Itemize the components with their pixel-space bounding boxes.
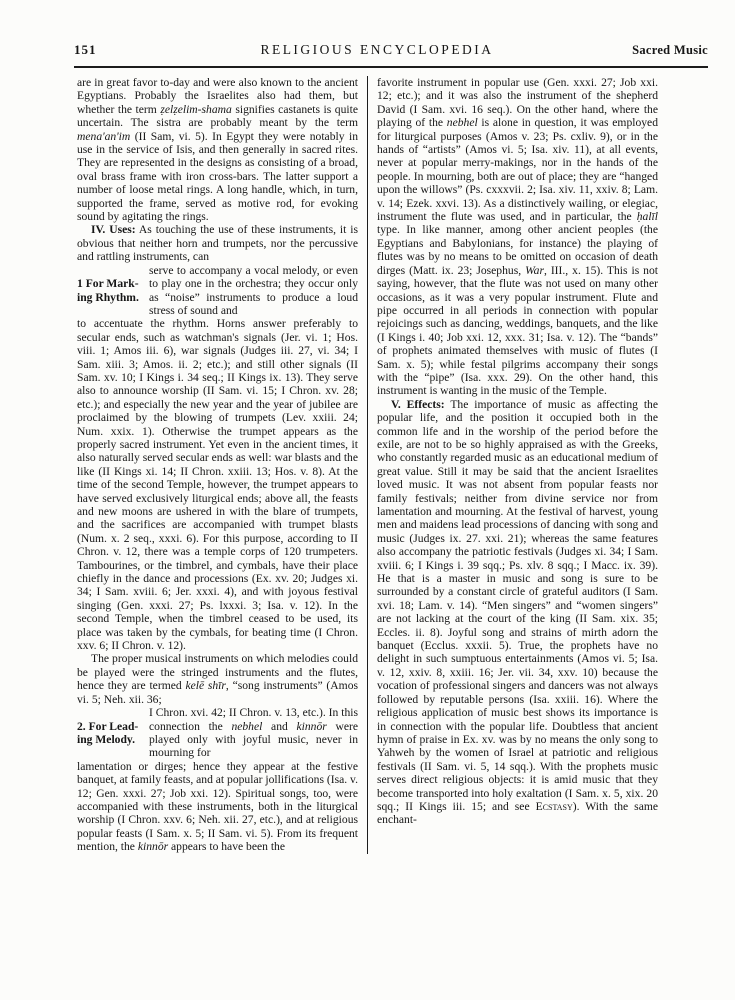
sidehead-body: serve to accompany a vocal melody, or even to play one in the orchestra; they occur only as “noise” instruments to produce a loud stress of sound and: [149, 263, 358, 317]
sidehead-line: 2. For Lead-: [77, 719, 139, 733]
paragraph: to accentuate the rhythm. Horns answer preferably to secular ends, such as watchman's signals (Jer. vi. 1; Hos. viii. 1; Amos iii. 6), war signals (Judges iii. 27, vi. 34; I Sam. xiii. 3; Amos. ii. 2; etc.); and still other signals (II Sam. xv. 10; I Kings i. 34 seq.; II Kings ix. 13). They serve also to announce worship (II Sam. vi. 15; I Chron. xv. 28; etc.); and especially the new year and the year of jubilee are proclaimed by the blowing of trumpets (Lev. xxiii. 24; Num. xxix. 1). Otherwise the trumpet appears as the properly sacred instrument. Yet even in the ancient times, it also naturally served secular ends as well: war blasts and the like (II Kings xi. 14; II Chron. xxiii. 13; Hos. v. 8). At the time of the second Temple, however, the trumpet appears to have served exclusively liturgical ends; above all, the feasts and new moons are ushered in with the blare of trumpets, and the sacrifices are accompanied with trumpet blasts (Num. x. 2 seq., xxxi. 6). For this purpose, according to II Chron. v. 12, there was a temple corps of 120 trumpeters. Tambourines, or the timbrel, and cymbals, have their place chiefly in the dance and processions (Ex. xv. 20; Judges xi. 34; I Sam. xviii. 6; Jer. xxxi. 4), and with joyous festival singing (Gen. xxxi. 27; Ps. lxxxi. 3; Isa. v. 12). In the second Temple, when the timbrel ceased to be used, its place was taken by the cymbals, for beating time (I Chron. xxv. 6; II Chron. v. 12).: [77, 317, 358, 653]
italic-term: War: [525, 263, 544, 277]
small-caps-term: Ecstasy: [535, 799, 573, 813]
column-divider: [367, 76, 368, 854]
page-header: [74, 42, 708, 60]
italic-term: mena'an'im: [77, 129, 131, 143]
italic-term: kinnōr: [137, 840, 169, 854]
italic-term: nebhel: [231, 719, 263, 733]
sidehead-body: I Chron. xvi. 42; II Chron. v. 13, etc.). In this connection the nebhel and kinnōr were played only with joyful music, never in mourning for: [149, 706, 358, 760]
paragraph: The proper musical instruments on which melodies could be played were the stringed instruments and the flutes, hence they are termed kelē shīr, “song instruments” (Amos vi. 5; Neh. xii. 36;: [77, 652, 358, 706]
sidehead-line: ing Rhythm.: [77, 290, 139, 304]
right-column: [377, 76, 658, 854]
italic-term: nebhel: [446, 116, 478, 130]
header-rule: [74, 66, 708, 68]
paragraph: IV. Uses: As touching the use of these instruments, it is obvious that neither horn and trumpets, nor the percussive and rattling instruments, can: [77, 223, 358, 264]
italic-term: kelē shīr: [185, 679, 226, 693]
paragraph: are in great favor to-day and were also known to the ancient Egyptians. Probably the Israelites also had them, but whether the term ẓelẓelim-shama signifies castanets is quite uncertain. The sistra are probably meant by the term mena'an'im (II Sam, vi. 5). In Egypt they were notably in use in the service of Isis, and then generally in sacred rites. They are represented in the designs as consisting of a broad, oval brass frame with iron cross-bars. The latter support a number of loose metal rings. A long handle, which, in turn, supported the frame, served as motive rod, for evoking sound by agitating the rings.: [77, 76, 358, 224]
cut-in-sidehead-block: [77, 706, 358, 760]
page-number: 151: [74, 42, 97, 57]
bold-lead: V. Effects:: [391, 397, 445, 411]
italic-term: ḥalīl: [636, 210, 658, 224]
italic-term: ẓelẓelim-shama: [160, 102, 232, 116]
paragraph: favorite instrument in popular use (Gen. xxxi. 27; Job xxi. 12; etc.); and it was also the instrument of the shepherd David (I Sam. xvi. 16 seq.). On the other hand, where the playing of the nebhel is alone in question, it was employed for liturgical purposes (Amos v. 23; Ps. cxliv. 9), or in the hands of “artists” (Amos vi. 5; Isa. xiv. 11), at all events, never at popular merry-makings, nor in the hands of the people. In mourning, both are out of place; they are “hanged upon the willows” (Ps. cxxxvii. 2; Isa. xiv. 11, xxiv. 8; Lam. v. 14; Ezek. xxvi. 13). As a distinctively wailing, or elegiac, instrument the flute was used, and in particular, the ḥalīl type. In like manner, among other ancient peoples (the Egyptians and Babylonians, for instance) the playing of flutes was by no means to be omitted on occasion of death dirges (Matt. ix. 23; Josephus, War, III., x. 15). This is not saying, however, that the flute was not used on many other occasions, as it was a very popular instrument. Flute and pipe occurred in all periods in connection with popular rejoicings such as dancing, weddings, banquets, and the like (I Kings i. 40; Job xxi. 12, xxx. 31; Isa. v. 12). The “bands” of prophets animated themselves with music of flutes (I Sam. x. 5); while festal pilgrims accompany their songs with the “pipe” (Isa. xxx. 29). On the other hand, this instrument is wanting in the music of the Temple.: [377, 76, 658, 398]
italic-term: kinnōr: [296, 719, 327, 733]
sidehead: [77, 264, 149, 318]
left-column: [77, 76, 358, 854]
sidehead: [77, 706, 149, 760]
running-title: RELIGIOUS ENCYCLOPEDIA: [260, 42, 494, 57]
text-columns: [77, 76, 658, 854]
cut-in-sidehead-block: [77, 264, 358, 318]
sidehead-line: 1 For Mark-: [77, 277, 139, 291]
sidehead-line: ing Melody.: [77, 732, 135, 746]
page-topic: Sacred Music: [632, 43, 708, 57]
paragraph: lamentation or dirges; hence they appear at the festive banquet, at family feasts, and at popular jollifications (Isa. v. 12; Gen. xxxi. 27; Job xxi. 12). Spiritual songs, too, were accompanied with these instruments, both in the liturgical worship (I Chron. xxv. 6; Neh. xii. 27, etc.), and at religious popular feasts (I Sam. x. 5; II Sam. vi. 5). From its frequent mention, the kinnōr appears to have been the: [77, 759, 358, 854]
paragraph: V. Effects: The importance of music as affecting the popular life, and the position it occupied both in the common life and in the worship of the period before the exile, are not to be so highly appraised as with the Greeks, who constantly regarded music as an educational medium of great value. Still it may be said that the ancient Israelites loved music. It was not absent from popular feasts nor family festivals; neither from divine service nor from lamentation and mourning. At the festival of harvest, young men and maidens lead processions of dancing with song and music (Judges ix. 27. xxi. 21); whereas the same features also accompany the patriotic festivals (Judges xi. 34; I Sam. xviii. 6; I Kings i. 39 sqq.; Ps. xlv. 8 sqq.; I Macc. ix. 39). He that is a master in music and song is sure to be surrounded by a constant circle of grateful auditors (I Sam. xvi. 18; Lam. v. 14). “Men singers” and “women singers” are not lacking at the court of the king (II Sam. xix. 35; Eccles. ii. 8). Joyful song and strains of mirth adorn the banquet (Ecclus. xxxii. 5). True, the prophets have no delight in such sumptuous entertainments (Amos vi. 5; Isa. v. 12, xxiv. 8, xxiii. 16; Jer. vii. 34, xxv. 10) because the vocation of professional singers and dancers was not always followed by reputable persons (Isa. xxiii. 16). Where the religious application of music best shows its importance is in connection with the popular life. Doubtless that ancient hymn of praise in Ex. xv. was by no means the only song to Yahweh by the women of Israel at patriotic and religious festivals (II Sam. vi. 5, 14 sqq.). With the prophets music serves direct religious objects: it is amid music that they become transported into holy exaltation (I Sam. x. 5, xix. 20 sqq.; II Kings iii. 15; and see Ecstasy). With the same enchant-: [377, 397, 659, 827]
bold-lead: IV. Uses:: [91, 223, 136, 237]
